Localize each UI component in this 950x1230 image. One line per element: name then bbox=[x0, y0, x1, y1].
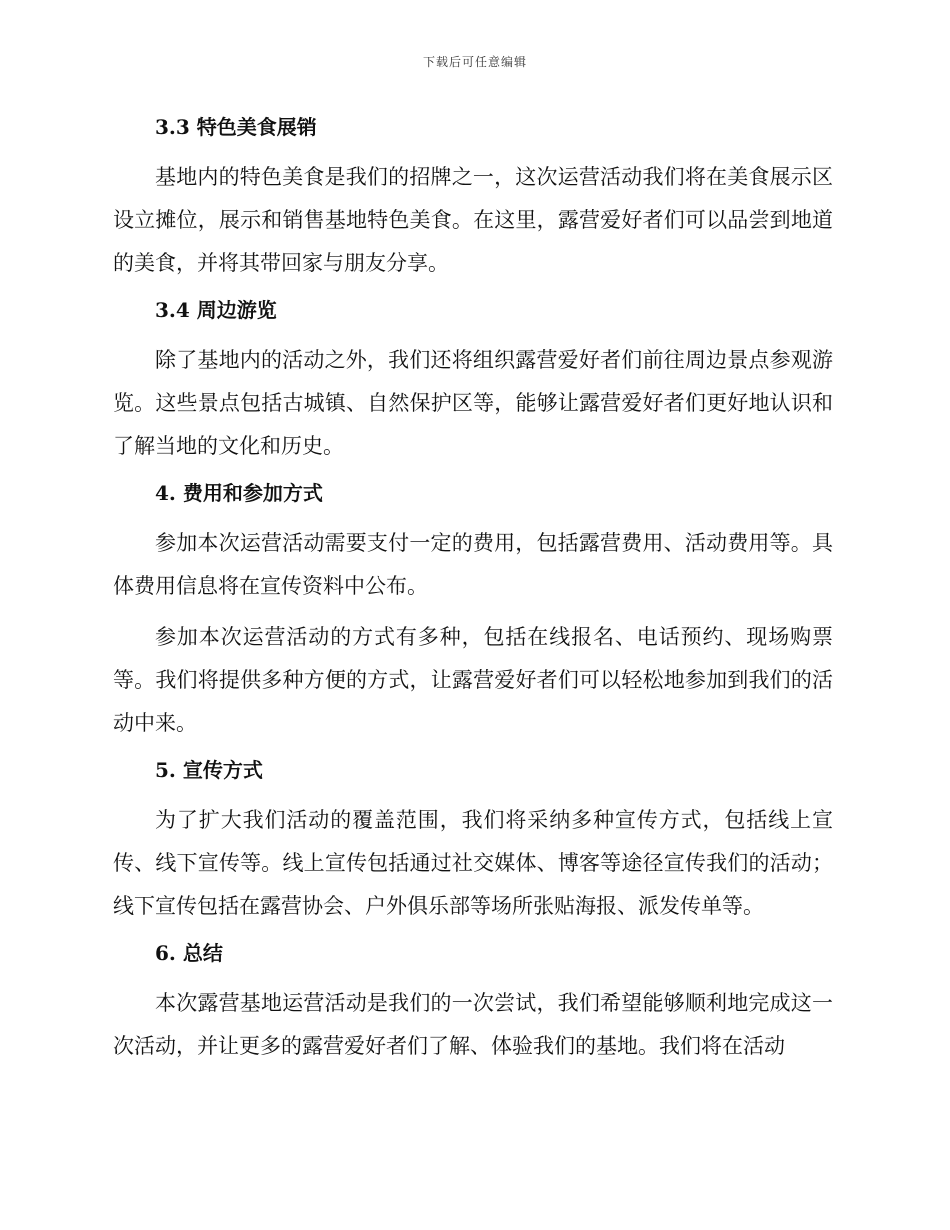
section-heading-6: 6. 总结 bbox=[155, 941, 223, 965]
section-heading-3-4: 3.4 周边游览 bbox=[155, 298, 277, 322]
page-header: 下载后可任意编辑 bbox=[422, 55, 527, 69]
section-heading-3-3: 3.3 特色美食展销 bbox=[155, 115, 317, 139]
section-6-paragraph: 本次露营基地运营活动是我们的一次尝试，我们希望能够顺利地完成这一次活动，并让更多的露营爱好者们了解、体验我们的基地。我们将在活动 bbox=[113, 991, 833, 1058]
section-3-4-paragraph: 除了基地内的活动之外，我们还将组织露营爱好者们前往周边景点参观游览。这些景点包括古城镇、自然保护区等，能够让露营爱好者们更好地认识和了解当地的文化和历史。 bbox=[113, 348, 833, 458]
document-body bbox=[113, 110, 833, 1076]
section-5-paragraph: 为了扩大我们活动的覆盖范围，我们将采纳多种宣传方式，包括线上宣传、线下宣传等。线上宣传包括通过社交媒体、博客等途径宣传我们的活动；线下宣传包括在露营协会、户外俱乐部等场所张贴海报、派发传单等。 bbox=[113, 808, 833, 918]
section-3-3-paragraph: 基地内的特色美食是我们的招牌之一，这次运营活动我们将在美食展示区设立摊位，展示和销售基地特色美食。在这里，露营爱好者们可以品尝到地道的美食，并将其带回家与朋友分享。 bbox=[113, 165, 833, 275]
section-heading-4: 4. 费用和参加方式 bbox=[155, 481, 323, 505]
section-4-paragraph-2: 参加本次运营活动的方式有多种，包括在线报名、电话预约、现场购票等。我们将提供多种方便的方式，让露营爱好者们可以轻松地参加到我们的活动中来。 bbox=[113, 625, 833, 735]
section-heading-5: 5. 宣传方式 bbox=[155, 758, 263, 782]
section-4-paragraph-1: 参加本次运营活动需要支付一定的费用，包括露营费用、活动费用等。具体费用信息将在宣传资料中公布。 bbox=[113, 531, 833, 598]
